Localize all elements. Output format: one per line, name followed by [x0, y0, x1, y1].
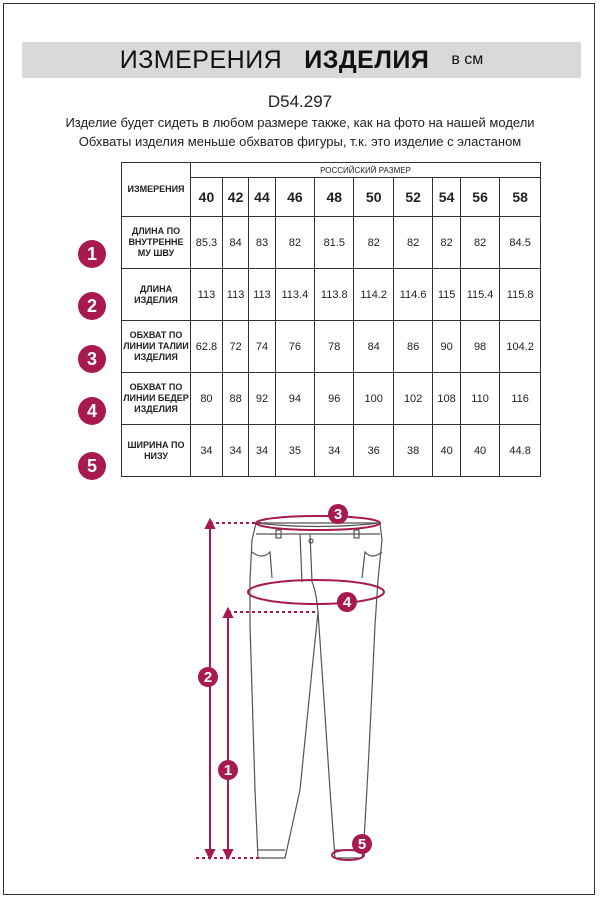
table-cell: 72	[222, 321, 248, 373]
size-header: 52	[393, 178, 432, 217]
table-cell: 115.8	[500, 269, 541, 321]
size-header: 54	[433, 178, 461, 217]
table-cell: 84	[222, 217, 248, 269]
table-cell: 92	[249, 373, 275, 425]
diagram-badge-1-label: 1	[223, 762, 233, 779]
table-cell: 34	[249, 425, 275, 477]
diagram-badge-3-label: 3	[333, 506, 343, 523]
table-cell: 81.5	[315, 217, 354, 269]
table-cell: 76	[275, 321, 314, 373]
table-cell: 40	[460, 425, 499, 477]
table-cell: 82	[460, 217, 499, 269]
size-system-header: РОССИЙСКИЙ РАЗМЕР	[191, 163, 541, 178]
table-cell: 35	[275, 425, 314, 477]
size-header: 50	[354, 178, 393, 217]
table-cell: 34	[191, 425, 223, 477]
table-cell: 40	[433, 425, 461, 477]
size-header: 56	[460, 178, 499, 217]
size-header: 58	[500, 178, 541, 217]
table-row	[122, 321, 541, 373]
table-cell: 34	[315, 425, 354, 477]
table-cell: 34	[222, 425, 248, 477]
title-measurements: ИЗМЕРЕНИЯ	[119, 45, 283, 74]
size-header: 48	[315, 178, 354, 217]
row-number-badge: 3	[78, 345, 106, 373]
table-cell: 38	[393, 425, 432, 477]
table-cell: 78	[315, 321, 354, 373]
table-cell: 90	[433, 321, 461, 373]
table-cell: 113.8	[315, 269, 354, 321]
row-label: ОБХВАТ ПО ЛИНИИ ТАЛИИ ИЗДЕЛИЯ	[122, 321, 191, 373]
table-cell: 108	[433, 373, 461, 425]
diagram-badge-4-label: 4	[342, 594, 352, 611]
table-cell: 110	[460, 373, 499, 425]
size-header: 44	[249, 178, 275, 217]
table-cell: 82	[393, 217, 432, 269]
table-cell: 115	[433, 269, 461, 321]
table-cell: 88	[222, 373, 248, 425]
table-cell: 113	[222, 269, 248, 321]
row-label: ОБХВАТ ПО ЛИНИИ БЕДЕР ИЗДЕЛИЯ	[122, 373, 191, 425]
size-header: 46	[275, 178, 314, 217]
table-cell: 104.2	[500, 321, 541, 373]
table-cell: 113	[191, 269, 223, 321]
measurement-lines	[196, 516, 384, 860]
diagram-badge-5-label: 5	[357, 836, 367, 853]
table-cell: 114.6	[393, 269, 432, 321]
table-cell: 100	[354, 373, 393, 425]
table-cell: 82	[354, 217, 393, 269]
row-number-badge: 5	[78, 452, 106, 480]
table-cell: 115.4	[460, 269, 499, 321]
table-cell: 96	[315, 373, 354, 425]
table-cell: 94	[275, 373, 314, 425]
table-cell: 102	[393, 373, 432, 425]
table-cell: 74	[249, 321, 275, 373]
table-cell: 36	[354, 425, 393, 477]
table-cell: 84.5	[500, 217, 541, 269]
table-cell: 82	[433, 217, 461, 269]
row-number-badge: 4	[78, 397, 106, 425]
title-unit: в см	[451, 51, 484, 68]
title-banner	[22, 42, 581, 78]
measure-header: ИЗМЕРЕНИЯ	[122, 163, 191, 217]
title-garment: ИЗДЕЛИЯ	[304, 45, 430, 74]
table-cell: 80	[191, 373, 223, 425]
row-label: ШИРИНА ПО НИЗУ	[122, 425, 191, 477]
note-fit: Изделие будет сидеть в любом размере также, как на фото на нашей модели	[65, 115, 535, 130]
table-cell: 116	[500, 373, 541, 425]
size-table	[121, 162, 541, 477]
table-row	[122, 425, 541, 477]
size-header: 42	[222, 178, 248, 217]
diagram-badges	[198, 504, 372, 854]
size-header: 40	[191, 178, 223, 217]
table-cell: 113.4	[275, 269, 314, 321]
table-row	[122, 373, 541, 425]
model-code: D54.297	[267, 92, 333, 111]
note-elastane: Обхваты изделия меньше обхватов фигуры, т.к. это изделие с эластаном	[78, 134, 522, 149]
table-cell: 62.8	[191, 321, 223, 373]
row-label: ДЛИНА ПО ВНУТРЕННЕ МУ ШВУ	[122, 217, 191, 269]
table-cell: 44.8	[500, 425, 541, 477]
table-cell: 98	[460, 321, 499, 373]
pants-diagram	[0, 490, 600, 900]
table-cell: 114.2	[354, 269, 393, 321]
row-number-badge: 1	[78, 240, 106, 268]
table-cell: 86	[393, 321, 432, 373]
row-number-badge: 2	[78, 292, 106, 320]
table-cell: 113	[249, 269, 275, 321]
table-row	[122, 269, 541, 321]
table-cell: 84	[354, 321, 393, 373]
diagram-badge-2-label: 2	[203, 669, 213, 686]
table-row	[122, 217, 541, 269]
row-label: ДЛИНА ИЗДЕЛИЯ	[122, 269, 191, 321]
table-cell: 82	[275, 217, 314, 269]
pants-outline	[250, 523, 382, 858]
table-cell: 85.3	[191, 217, 223, 269]
table-cell: 83	[249, 217, 275, 269]
